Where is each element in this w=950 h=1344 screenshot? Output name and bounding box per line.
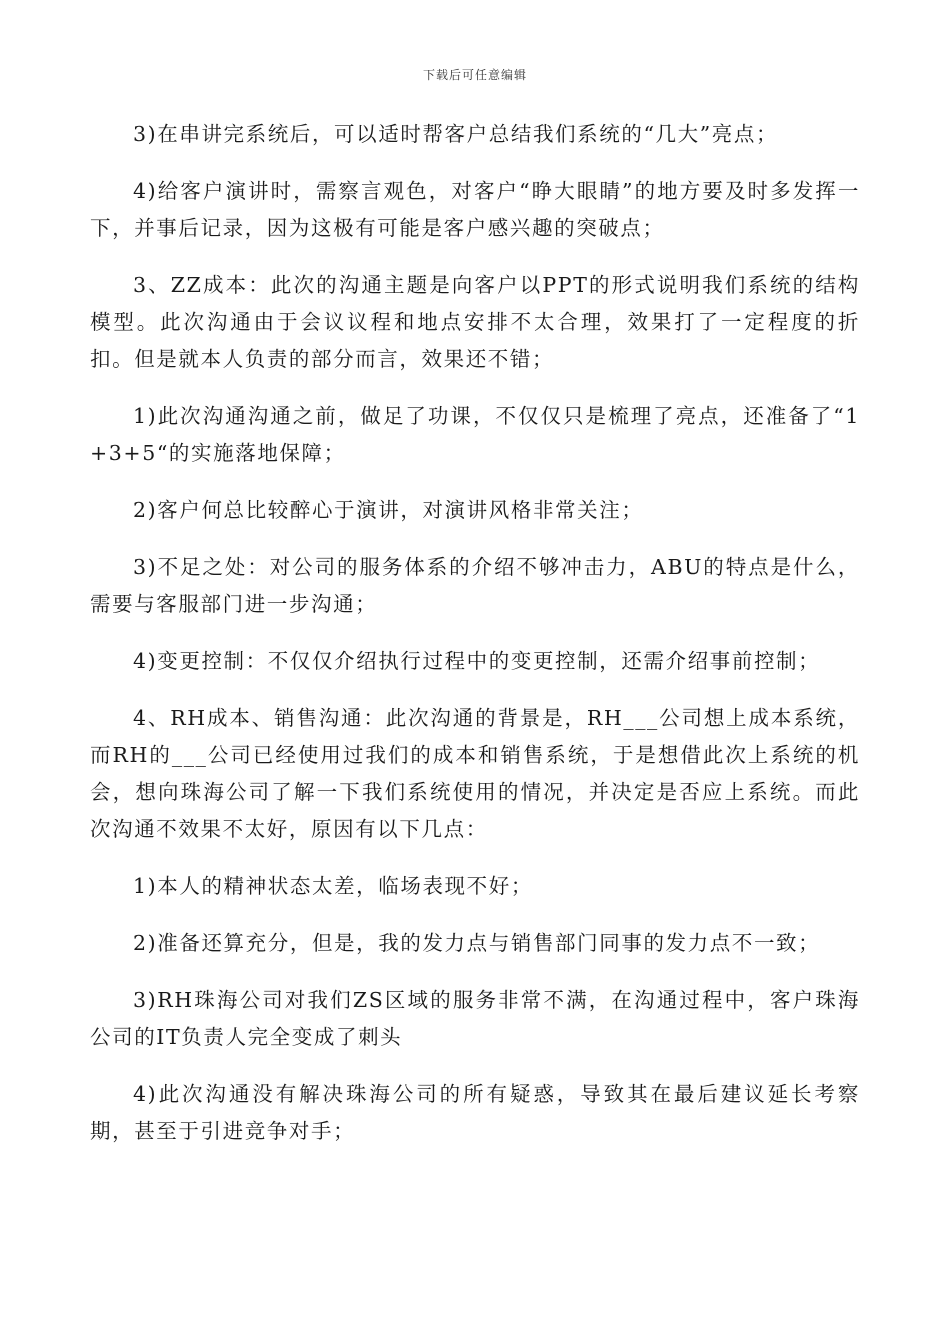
paragraph-shortcomings: 3)不足之处：对公司的服务体系的介绍不够冲击力，ABU的特点是什么，需要与客服部门进一步沟通； (90, 555, 860, 616)
paragraph-mental-state: 1)本人的精神状态太差，临场表现不好； (133, 874, 533, 898)
paragraph-unresolved-doubts: 4)此次沟通没有解决珠海公司的所有疑惑，导致其在最后建议延长考察期，甚至于引进竞争对手； (90, 1082, 860, 1143)
document-body (90, 116, 860, 1170)
paragraph-observe-audience: 4)给客户演讲时，需察言观色，对客户“睁大眼睛”的地方要及时多发挥一下，并事后记录，因为这极有可能是客户感兴趣的突破点； (90, 179, 860, 240)
paragraph-zz-cost: 3、ZZ成本：此次的沟通主题是向客户以PPT的形式说明我们系统的结构模型。此次沟通由于会议议程和地点安排不太合理，效果打了一定程度的折扣。但是就本人负责的部分而言，效果还不错； (90, 273, 860, 371)
page-header: 下载后可任意编辑 (422, 68, 527, 82)
paragraph-service-dissatisfaction: 3)RH珠海公司对我们ZS区域的服务非常不满，在沟通过程中，客户珠海公司的IT负责人完全变成了刺头 (90, 988, 860, 1049)
paragraph-client-speech: 2)客户何总比较醉心于演讲，对演讲风格非常关注； (133, 498, 644, 522)
paragraph-preparation: 1)此次沟通沟通之前，做足了功课，不仅仅只是梳理了亮点，还准备了“1+3+5“的实施落地保障； (90, 404, 860, 465)
paragraph-preparation-mismatch: 2)准备还算充分，但是，我的发力点与销售部门同事的发力点不一致； (133, 931, 821, 955)
paragraph-rh-cost-sales: 4、RH成本、销售沟通：此次沟通的背景是，RH___公司想上成本系统，而RH的___公司已经使用过我们的成本和销售系统，于是想借此次上系统的机会，想向珠海公司了解一下我们系统使用的情况，并决定是否应上系统。而此次沟通不效果不太好，原因有以下几点： (90, 706, 860, 841)
paragraph-change-control: 4)变更控制：不仅仅介绍执行过程中的变更控制，还需介绍事前控制； (133, 649, 821, 673)
paragraph-summarize-highlights: 3)在串讲完系统后，可以适时帮客户总结我们系统的“几大”亮点； (133, 122, 779, 146)
